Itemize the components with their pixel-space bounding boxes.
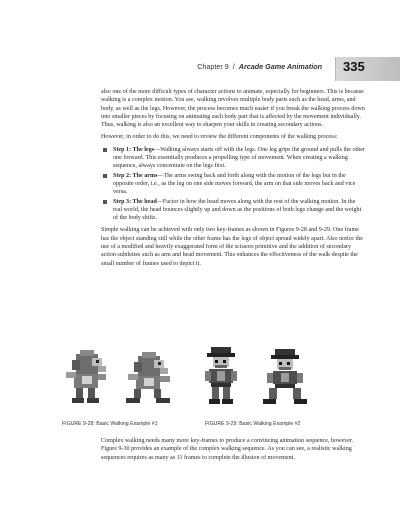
sprite-frame-standing [205,347,237,404]
step-text: —Walking always starts off with the legs. One leg grips the ground and pulls the other one forward. This essentially produces a propelling type of movement. When creating a walking sequence, always concentrate on the legs first. [113,146,365,170]
sprite-frame-stride [263,349,307,404]
square-bullet-icon [103,174,107,178]
step-item-head [101,198,365,223]
chapter-heading [197,62,322,71]
sprite-frame-standing [66,350,106,403]
page-number: 335 [343,59,365,74]
chapter-title: Arcade Game Animation [238,62,322,71]
paragraph-complex-walking: Complex walking needs many more key-frames to produce a convincing animation sequence, however. Figure 9-30 provides an example of the complex walking sequence. As you can see, a realistic walking sequences requires as many as 11 frames to complete the illusion of movement. [101,438,354,461]
header-separator: / [232,62,235,71]
square-bullet-icon [103,148,107,152]
lower-text-block [101,437,365,466]
upper-text-block [101,88,365,272]
figure-9-28 [62,348,192,408]
chapter-number: Chapter 9 [197,62,229,71]
step-label: Step 1: The legs [113,146,155,153]
step-item-arms [101,172,365,197]
step-item-legs [101,146,365,171]
figure-9-28-caption: FIGURE 9-28: Basic Walking Example #1 [62,421,158,427]
step-text: —The arms swing back and forth along with the motion of the legs but in the opposite order, i.e., as the leg on one side moves forward, the arm on that side moves back and vice versa. [113,172,356,196]
step-label: Step 3: The head [113,198,157,205]
figure-9-29 [205,345,315,409]
sprite-frame-stride [126,352,170,403]
paragraph-intro: also one of the more difficult types of character actions to animate, especially for beginners. This is because walking is a complex motion. You see, walking involves multiple body parts such as the head, arms, and body, as well as the legs. However, the process becomes much easier if you break the walking process down into smaller pieces by focusing on animating each body part that is affected by the movement individually. Thus, walking is also an excellent way to sharpen your skills in creating secondary actions. [101,89,365,129]
running-header [0,57,400,81]
figure-9-29-caption: FIGURE 9-29: Basic Walking Example #2 [205,421,301,427]
page-number-tab [335,57,400,81]
step-text: —Factor in how the head moves along with the rest of the walking motion. In the real world, the head bounces slightly up and down as the positions of both legs change and the weight of the body shifts. [113,198,362,222]
paragraph-components: However, in order to do this, we need to review the different components of the walking process: [101,134,338,141]
square-bullet-icon [103,200,107,204]
walking-sprite-pair-2 [205,345,315,409]
walking-steps-list [101,146,365,223]
paragraph-simple-walking: Simple walking can be achieved with only two key-frames as shown in Figures 9-28 and 9-29. One frame has the object standing still while the other frame has the legs of object spread widely apart. Also notice the use of a modified and heavily exaggerated form of the scissors primitive and the addition of secondary action subtleties such as arm and head movement. This enhances the effectiveness of the walk despite the small number of frames used to depict it. [101,227,363,267]
step-label: Step 2: The arms [113,172,158,179]
walking-sprite-pair-1 [62,348,192,408]
